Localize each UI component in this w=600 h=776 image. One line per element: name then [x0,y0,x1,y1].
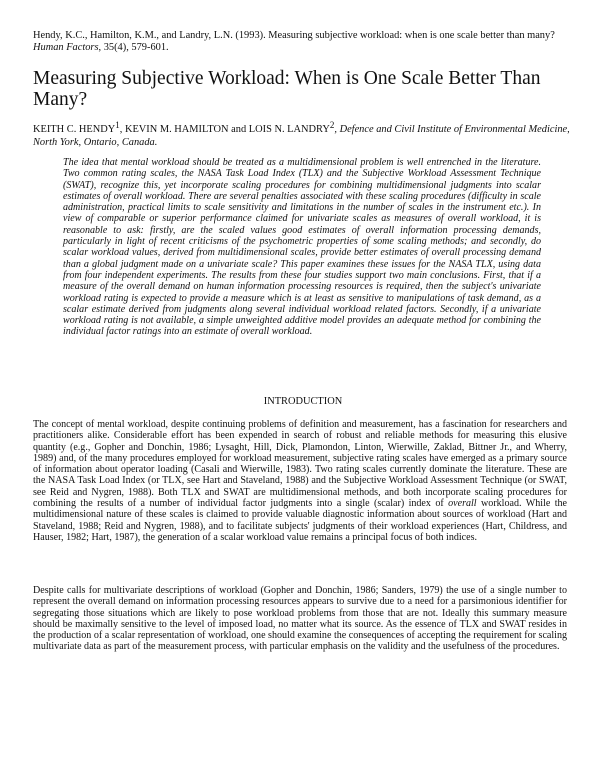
citation-text: Hendy, K.C., Hamilton, K.M., and Landry, L.N. (1993). Measuring subjective workload: when is one scale better than many? [33,30,555,41]
paper-title: Measuring Subjective Workload: When is One Scale Better Than Many? [33,68,541,110]
citation-journal: Human Factors [33,42,99,54]
author-1-footnote-mark: 1 [115,120,120,130]
intro-paragraph-1 [33,419,567,543]
intro-paragraph-2: Despite calls for multivariate descriptions of workload (Gopher and Donchin, 1986; Sanders, 1979) the use of a single number to represent the overall demand on information processing resources appears to survive due to a need for a parsimonious identifier for segregating those situations which are likely to pose workload problems from those that are not. Ideally this summary measure should be maximally sensitive to the level of imposed load, no matter what its source. As the essence of TLX and SWAT resides in the production of a scalar representation of workload, one should examine the consequences of accepting the requirement for scaling multivariate data as part of the measurement process, with particular emphasis on the validity and the usefulness of the procedures. [33,585,567,653]
author-2-footnote-mark: 2 [329,120,335,130]
affiliation: , Defence and Civil Institute of Environmental Medicine, North York, Ontario, Canada. [33,124,570,148]
citation-volume-pages: , 35(4), 579-601. [98,42,169,54]
author-line [33,120,573,149]
authors-2-3: , KEVIN M. HAMILTON and LOIS N. LANDRY [119,124,330,135]
intro-paragraph-1-emphasis: overall [448,498,477,510]
citation [33,30,573,55]
author-1: KEITH C. HENDY [33,124,116,135]
intro-paragraph-1-part-2: workload. While the multidimensional nature of these scales is claimed to provide valuable diagnostic information about sources of workload (Hart and Staveland, 1988; Reid and Nygren, 1988), and to facilitate subjects' judgments of their workload experiences (Hart, Childress, and Hauser, 1982; Hart, 1987), the generation of a scalar workload value remains a principal focus of both indices. [33,498,567,543]
intro-paragraph-1-part-1: The concept of mental workload, despite continuing problems of definition and measurement, has a fascination for researchers and practitioners alike. Considerable effort has been expended in search of robust and reliable methods for measuring this elusive quantity (e.g., Gopher and Donchin, 1986; Lysaght, Hill, Dick, Plamondon, Linton, Wierwille, Zaklad, Bittner Jr., and Wherry, 1989) and, of the many procedures employed for workload measurement, subjective rating scales have emerged as a primary source of information about operator loading (Casali and Wierwille, 1983). Two rating scales currently dominate the literature. These are the NASA Task Load Index (or TLX, see Hart and Staveland, 1988) and the Subjective Workload Assessment Technique (or SWAT, see Reid and Nygren, 1988). Both TLX and SWAT are multidimensional methods, and both incorporate scaling procedures for combining the results of a number of individual factor judgments into a single (scalar) index of [33,419,567,510]
section-heading-introduction: INTRODUCTION [263,396,343,407]
abstract: The idea that mental workload should be treated as a multidimensional problem is well entrenched in the literature. Two common rating scales, the NASA Task Load Index (TLX) and the Subjective Workload Assessment Technique (SWAT), recognize this, yet incorporate scaling procedures for combining multidimensional judgments into scalar estimates of overall workload. There are several penalties associated with these scaling procedures (difficulty in scale administration, practical limits to scale sensitivity and limitations in the number of scales in the instrument etc.). In view of comparable or superior performance claimed for univariate scales as measures of overall workload, it is reasonable to ask: firstly, are the scaled values good estimates of overall information processing demands, particularly in light of recent criticisms of the psychometric properties of some scaling methods; and secondly, do scalar workload values, derived from multidimensional scales, provide better estimates of overall processing demand than a global judgment made on a univariate scale? This paper examines these issues for the NASA TLX, using data from four independent experiments. The results from these four studies support two main conclusions. First, that if a measure of the overall demand on human information processing resources is required, then the subject's univariate workload rating is expected to provide a measure which is at least as sensitive to manipulations of task demand, as a scalar estimate derived from judgments along several individual workload related factors. Secondly, if a univariate workload rating is not available, a simple unweighted additive model provides an adequate method for combining the individual factor ratings into an estimate of overall workload. [63,157,541,338]
